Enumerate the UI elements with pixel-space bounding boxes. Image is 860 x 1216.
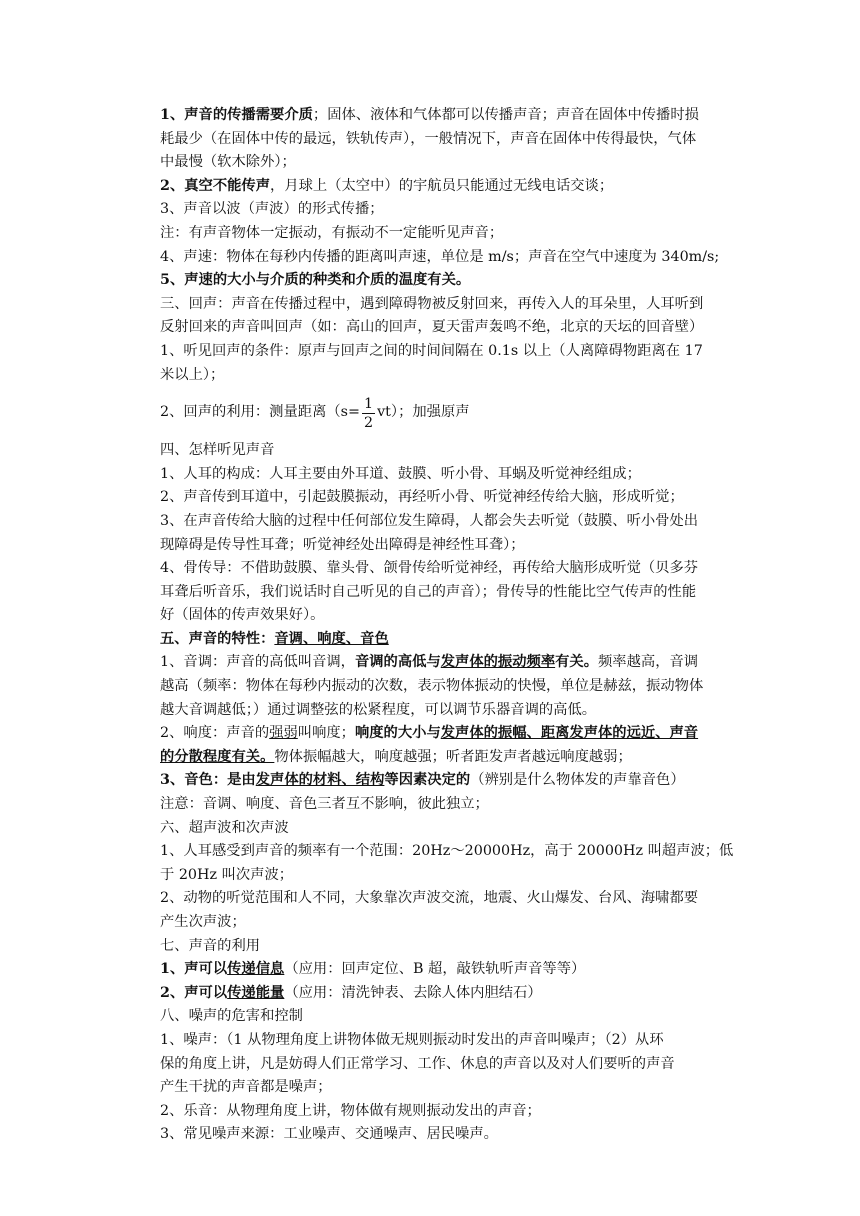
- hearing-section-title: 四、怎样听见声音: [160, 442, 275, 459]
- noise-item-1-line-1: 1、噪声：（1 从物理角度上讲物体做无规则振动时发出的声音叫噪声；（2）从环: [160, 1031, 664, 1048]
- hearing-item-3-line-2: 现障碍是传导性耳聋；听觉神经处出障碍是神经性耳聋）；: [160, 536, 525, 553]
- hearing-item-1: 1、人耳的构成：人耳主要由外耳道、鼓膜、听小骨、耳蜗及听觉神经组成；: [160, 465, 641, 482]
- fraction-one-half: $\frac{1}{2}$: [363, 395, 374, 431]
- paragraph-3: 3、声音以波（声波）的形式传播；: [160, 201, 384, 218]
- hearing-item-2: 2、声音传到耳道中，引起鼓膜振动，再经听小骨、听觉神经传给大脑，形成听觉；: [160, 489, 684, 506]
- uses-section-title: 七、声音的利用: [160, 937, 261, 954]
- loudness-line-1: 2、响度：声音的强弱叫响度；响度的大小与发声体的振幅、距离发声体的远近、声音: [160, 725, 699, 742]
- ultrasound-item-1-line-1: 1、人耳感受到声音的频率有一个范围：20Hz～20000Hz，高于 20000Hz 叫超声波；低: [160, 843, 734, 860]
- hearing-item-4-line-3: 好（固体的传声效果好）。: [160, 607, 325, 624]
- paragraph-4: 4、声速：物体在每秒内传播的距离叫声速，单位是 m/s；声音在空气中速度为 340m/s;: [160, 248, 720, 265]
- paragraph-1-line-3: 中最慢（软木除外）；: [160, 154, 296, 171]
- pitch-line-2: 越高（频率：物体在每秒内振动的次数，表示物体振动的快慢，单位是赫兹，振动物体: [160, 678, 704, 695]
- hearing-item-4-line-2: 耳聋后听音乐，我们说话时自己听见的自己的声音）；骨传导的性能比空气传声的性能: [160, 583, 697, 600]
- loudness-line-2: 的分散程度有关。物体振幅越大，响度越强；听者距发声者越远响度越弱；: [160, 748, 632, 765]
- echo-item-1-line-1: 1、听见回声的条件：原声与回声之间的时间间隔在 0.1s 以上（人离障碍物距离在 17: [160, 342, 703, 359]
- noise-item-3: 3、常见噪声来源：工业噪声、交通噪声、居民噪声。: [160, 1126, 498, 1143]
- hearing-item-4-line-1: 4、骨传导：不借助鼓膜、靠头骨、颌骨传给听觉神经，再传给大脑形成听觉（贝多芬: [160, 560, 699, 577]
- noise-item-2: 2、乐音：从物理角度上讲，物体做有规则振动发出的声音；: [160, 1102, 541, 1119]
- hearing-item-3-line-1: 3、在声音传给大脑的过程中任何部位发生障碍，人都会失去听觉（鼓膜、听小骨处出: [160, 512, 699, 529]
- noise-item-1-line-3: 产生干扰的声音都是噪声；: [160, 1079, 332, 1096]
- ultrasound-section-title: 六、超声波和次声波: [160, 819, 289, 836]
- paragraph-1-line-1: 1、声音的传播需要介质；固体、液体和气体都可以传播声音；声音在固体中传播时损: [160, 107, 699, 123]
- echo-section-line-2: 反射回来的声音叫回声（如：高山的回声，夏天雷声轰鸣不绝，北京的天坛的回音壁）: [160, 319, 704, 336]
- paragraph-5: 5、声速的大小与介质的种类和介质的温度有关。: [160, 272, 471, 289]
- note-1: 注：有声音物体一定振动，有振动不一定能听见声音；: [160, 224, 504, 241]
- echo-item-1-line-2: 米以上）；: [160, 366, 225, 383]
- timbre-line: 3、音色：是由发声体的材料、结构等因素决定的（辨别是什么物体发的声靠音色）: [160, 772, 685, 789]
- document-body: [160, 104, 740, 1147]
- echo-item-2: 2、回声的利用：测量距离（s= $\frac{1}{2}$ vt）；加强原声: [160, 395, 470, 431]
- paragraph-2: 2、真空不能传声，月球上（太空中）的宇航员只能通过无线电话交谈；: [160, 177, 614, 194]
- ultrasound-item-1-line-2: 于 20Hz 叫次声波；: [160, 866, 294, 883]
- uses-item-2: 2、声可以传递能量（应用：清洗钟表、去除人体内胆结石）: [160, 984, 542, 1001]
- paragraph-1-line-2: 耗最少（在固体中传的最远，铁轨传声），一般情况下，声音在固体中传得最快，气体: [160, 130, 697, 147]
- pitch-line-3: 越大音调越低；）通过调整弦的松紧程度，可以调节乐器音调的高低。: [160, 701, 597, 718]
- ultrasound-item-2-line-2: 产生次声波；: [160, 914, 246, 930]
- echo-section-line-1: 三、回声：声音在传播过程中，遇到障碍物被反射回来，再传入人的耳朵里，人耳听到: [160, 295, 704, 312]
- ultrasound-item-2-line-1: 2、动物的听觉范围和人不同，大象靠次声波交流，地震、火山爆发、台风、海啸都要: [160, 890, 699, 907]
- noise-item-1-line-2: 保的角度上讲，凡是妨碍人们正常学习、工作、休息的声音以及对人们要听的声音: [160, 1055, 675, 1072]
- characteristics-section-title: 五、声音的特性：音调、响度、音色: [160, 630, 389, 647]
- noise-section-title: 八、噪声的危害和控制: [160, 1008, 303, 1025]
- characteristics-note: 注意：音调、响度、音色三者互不影响，彼此独立；: [160, 796, 489, 813]
- uses-item-1: 1、声可以传递信息（应用：回声定位、B 超，敲铁轨听声音等等）: [160, 961, 586, 978]
- pitch-line-1: 1、音调：声音的高低叫音调，音调的高低与发声体的振动频率有关。频率越高，音调: [160, 654, 699, 671]
